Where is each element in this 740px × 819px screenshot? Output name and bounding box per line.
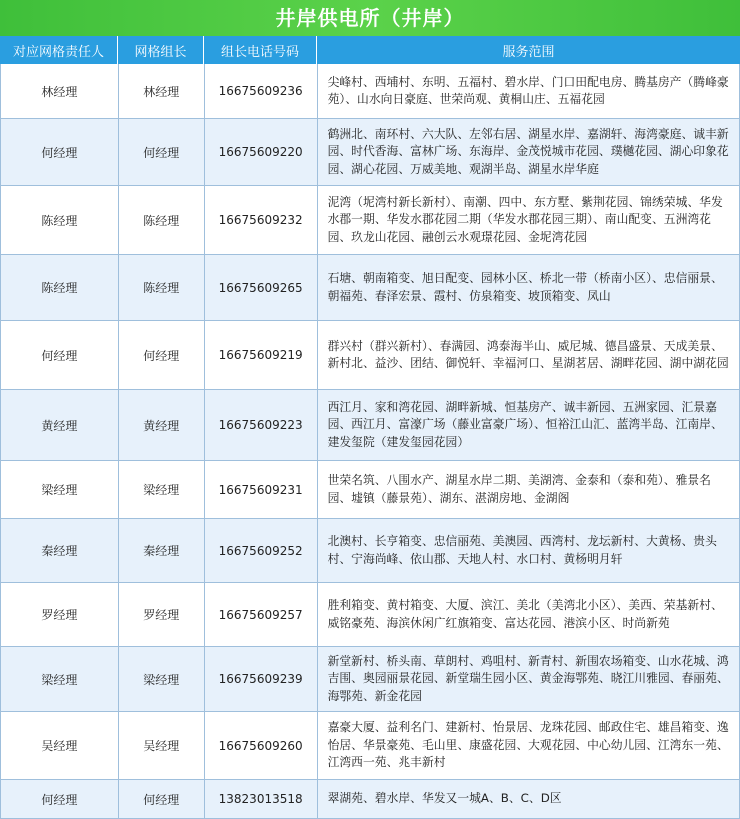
- table-row: [1, 780, 740, 819]
- leader-cell: 黄经理: [119, 390, 205, 460]
- area-cell: 尖峰村、西埔村、东明、五福村、碧水岸、门口田配电房、腾基房产（腾峰豪苑）、山水向日豪庭、世荣尚观、黄桐山庄、五福花园: [318, 64, 740, 118]
- leader-cell: 何经理: [119, 321, 205, 389]
- leader-cell: 陈经理: [119, 186, 205, 254]
- table-row: [1, 712, 740, 780]
- phone-cell: 16675609239: [205, 647, 318, 711]
- table-row: [1, 461, 740, 519]
- table-row: [1, 186, 740, 255]
- table-row: [1, 583, 740, 647]
- responsible-cell: 梁经理: [1, 461, 119, 518]
- table-row: [1, 64, 740, 119]
- phone-cell: 16675609236: [205, 64, 318, 118]
- area-cell: 翠湖苑、碧水岸、华发又一城A、B、C、D区: [318, 780, 740, 818]
- responsible-cell: 何经理: [1, 780, 119, 818]
- leader-cell: 陈经理: [119, 255, 205, 320]
- header-phone: 组长电话号码: [204, 36, 317, 64]
- phone-cell: 16675609219: [205, 321, 318, 389]
- page-title: 井岸供电所（井岸）: [0, 0, 740, 36]
- responsible-cell: 罗经理: [1, 583, 119, 646]
- leader-cell: 罗经理: [119, 583, 205, 646]
- phone-cell: 16675609223: [205, 390, 318, 460]
- table-row: [1, 647, 740, 712]
- area-cell: 西江月、家和湾花园、湖畔新城、恒基房产、诚丰新园、五洲家园、汇景嘉园、西江月、富濠广场（藤业富豪广场）、恒裕江山汇、蓝湾半岛、江南岸、建发玺院（建发玺园花园）: [318, 390, 740, 460]
- responsible-cell: 何经理: [1, 119, 119, 185]
- phone-cell: 13823013518: [205, 780, 318, 818]
- phone-cell: 16675609231: [205, 461, 318, 518]
- table-row: [1, 255, 740, 321]
- leader-cell: 吴经理: [119, 712, 205, 779]
- leader-cell: 林经理: [119, 64, 205, 118]
- responsible-cell: 陈经理: [1, 255, 119, 320]
- phone-cell: 16675609257: [205, 583, 318, 646]
- area-cell: 胜利箱变、黄村箱变、大厦、滨江、美北（美湾北小区）、美西、荣基新村、威铭豪苑、海滨休闲广红旗箱变、富达花园、港滨小区、时尚新苑: [318, 583, 740, 646]
- leader-cell: 梁经理: [119, 461, 205, 518]
- area-cell: 北澳村、长亨箱变、忠信丽苑、美澳园、西湾村、龙坛新村、大黄杨、贵头村、宁海尚峰、依山郡、天地人村、水口村、黄杨明月轩: [318, 519, 740, 582]
- table-row: [1, 321, 740, 390]
- phone-cell: 16675609232: [205, 186, 318, 254]
- area-cell: 石塘、朝南箱变、旭日配变、园林小区、桥北一带（桥南小区）、忠信丽景、朝福苑、春泽宏景、霞村、仿泉箱变、坡顶箱变、凤山: [318, 255, 740, 320]
- leader-cell: 何经理: [119, 119, 205, 185]
- area-cell: 世荣名筑、八围水产、湖星水岸二期、美湖湾、金泰和（泰和苑）、雅景名园、墟镇（藤景苑）、湖东、湛湖房地、金湖阁: [318, 461, 740, 518]
- responsible-cell: 陈经理: [1, 186, 119, 254]
- area-cell: 新堂新村、桥头南、草朗村、鸡咀村、新青村、新围农场箱变、山水花城、鸿吉围、奥园丽景花园、新堂瑞生园小区、黄金海鄂苑、晓江川雅园、春丽苑、海鄂苑、新金花园: [318, 647, 740, 711]
- responsible-cell: 秦经理: [1, 519, 119, 582]
- table-header: [0, 36, 740, 64]
- header-responsible: 对应网格责任人: [0, 36, 118, 64]
- phone-cell: 16675609220: [205, 119, 318, 185]
- phone-cell: 16675609252: [205, 519, 318, 582]
- table-row: [1, 119, 740, 186]
- leader-cell: 秦经理: [119, 519, 205, 582]
- phone-cell: 16675609265: [205, 255, 318, 320]
- leader-cell: 梁经理: [119, 647, 205, 711]
- header-area: 服务范围: [502, 44, 555, 60]
- responsible-cell: 梁经理: [1, 647, 119, 711]
- area-cell: 嘉豪大厦、益利名门、建新村、怡景居、龙珠花园、邮政住宅、雄昌箱变、逸怡居、华景豪苑、毛山里、康盛花园、大观花园、中心幼儿园、江湾东一苑、江湾西一苑、兆丰新村: [318, 712, 740, 779]
- area-cell: 泥湾（坭湾村新长新村）、南潮、四中、东方墅、紫荆花园、锦绣荣城、华发水郡一期、华发水郡花园二期（华发水郡花园三期）、南山配变、五洲湾花园、玖龙山花园、融创云水观璟花园、金坭湾花园: [318, 186, 740, 254]
- header-leader: 网格组长: [118, 36, 204, 64]
- phone-cell: 16675609260: [205, 712, 318, 779]
- table-body: [0, 64, 740, 819]
- responsible-cell: 吴经理: [1, 712, 119, 779]
- leader-cell: 何经理: [119, 780, 205, 818]
- table-row: [1, 519, 740, 583]
- area-cell: 群兴村（群兴新村）、春满园、鸿泰海半山、威尼城、德昌盛景、天成美景、新村北、益沙、团结、御悦轩、幸福河口、星湖茗居、湖畔花园、湖中湖花园: [318, 321, 740, 389]
- responsible-cell: 黄经理: [1, 390, 119, 460]
- responsible-cell: 林经理: [1, 64, 119, 118]
- table-row: [1, 390, 740, 461]
- responsible-cell: 何经理: [1, 321, 119, 389]
- area-cell: 鹤洲北、南环村、六大队、左邻右居、湖星水岸、嘉湖轩、海湾豪庭、诚丰新园、时代香海、富林广场、东海岸、金茂悦城市花园、璞樾花园、湖心印象花园、湖心花园、万威美地、观湖半岛、湖星水岸华庭: [318, 119, 740, 185]
